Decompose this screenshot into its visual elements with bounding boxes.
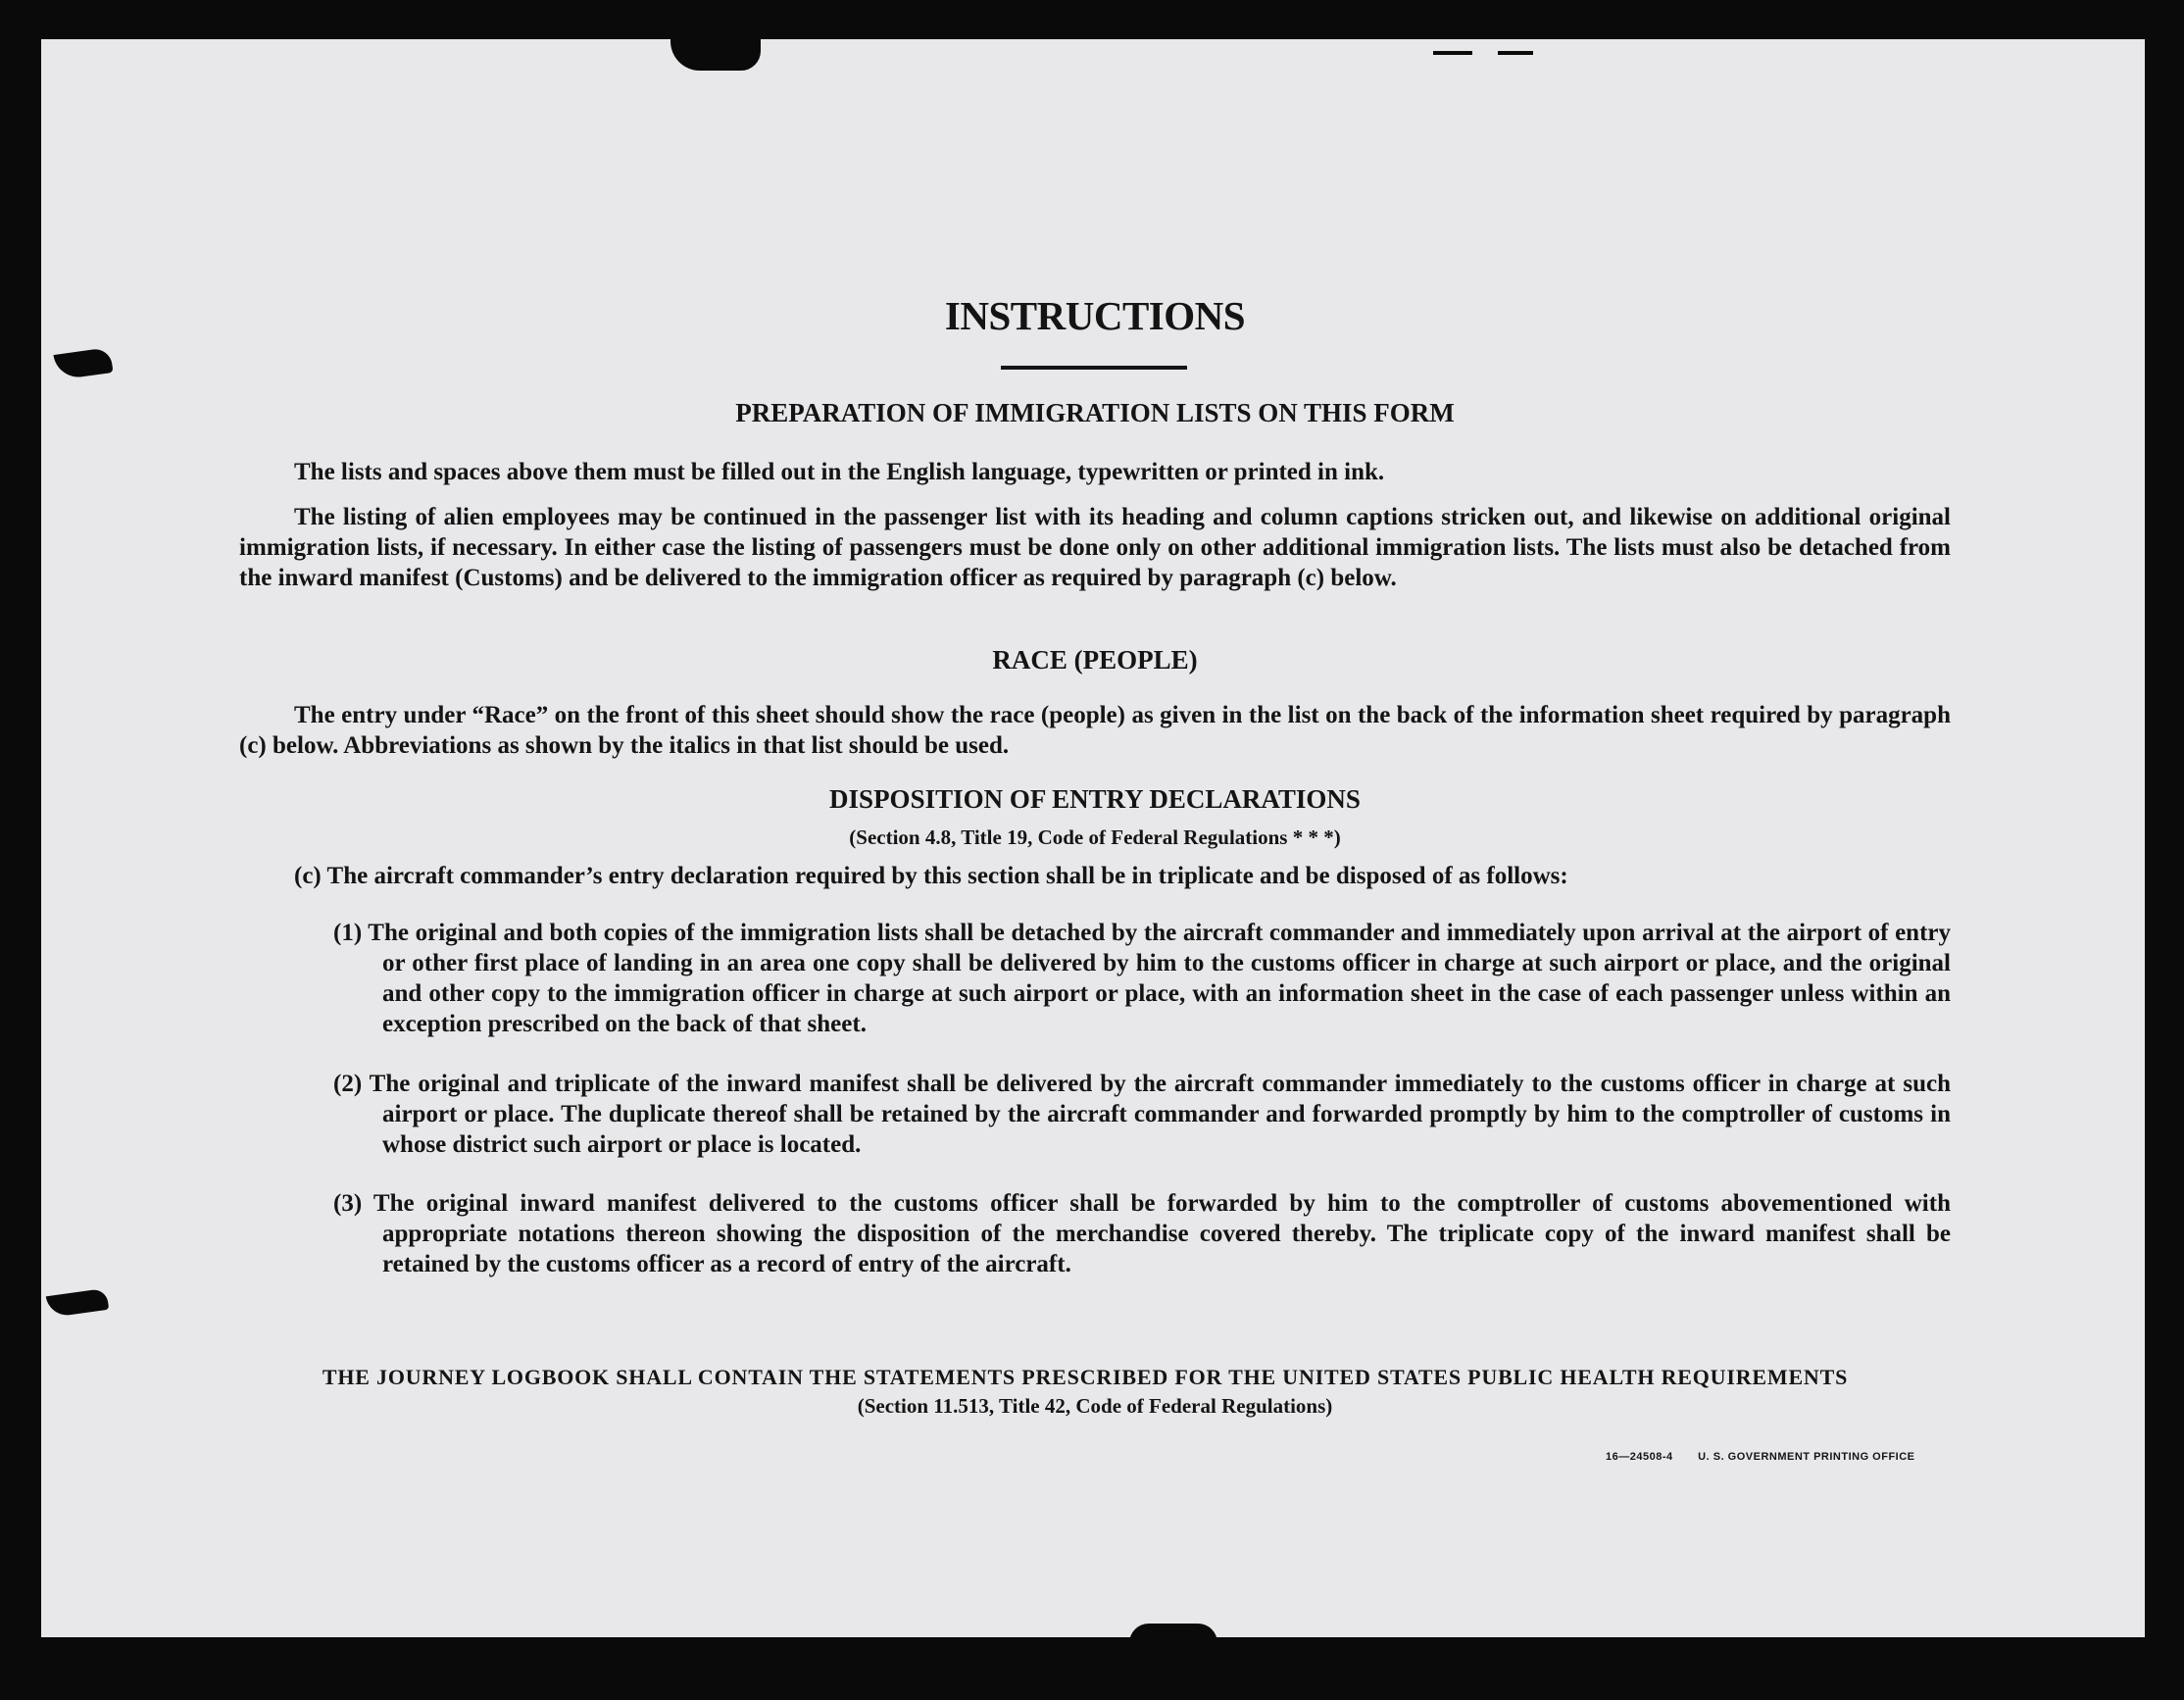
form-number: 16—24508-4 bbox=[1606, 1451, 1673, 1463]
disposition-item-2: (2) The original and triplicate of the inward manifest shall be delivered by the aircraft commander immediately to the customs officer in charge at such airport or place. The duplicate thereof shall be retained by the aircraft commander and forwarded promptly by him to the comptroller of customs in whose district such airport or place is located. bbox=[333, 1071, 1951, 1158]
disposition-citation: (Section 4.8, Title 19, Code of Federal Regulations * * *) bbox=[849, 825, 1341, 849]
footer-statement: THE JOURNEY LOGBOOK SHALL CONTAIN THE STATEMENTS PRESCRIBED FOR THE UNITED STATES PUBLIC HEALTH REQUIREMENTS bbox=[322, 1365, 1849, 1389]
scan-smudge-top-2 bbox=[1498, 51, 1533, 55]
disposition-item-1: (1) The original and both copies of the immigration lists shall be detached by the aircraft commander and immediately upon arrival at the airport of entry or other first place of landing in an area one copy shall be delivered by him to the customs officer in charge at such airport or place, and the original and other copy to the immigration officer in charge at such airport or place, with an information sheet in the case of each passenger unless within an exception prescribed on the back of that sheet. bbox=[333, 920, 1951, 1037]
disposition-heading: DISPOSITION OF ENTRY DECLARATIONS bbox=[829, 784, 1361, 814]
title-underline bbox=[1001, 366, 1187, 370]
footer-citation: (Section 11.513, Title 42, Code of Federal Regulations) bbox=[857, 1394, 1333, 1418]
disposition-item-3: (3) The original inward manifest delivered to the customs officer shall be forwarded by him to the comptroller of customs abovementioned with appropriate notations thereon showing the disposition of the merchandise covered thereby. The triplicate copy of the inward manifest shall be retained by the customs officer as a record of entry of the aircraft. bbox=[333, 1190, 1951, 1277]
scan-tear-left-1 bbox=[53, 347, 113, 380]
scan-smudge-top bbox=[1433, 51, 1472, 55]
scan-tear-left-2 bbox=[46, 1288, 109, 1318]
document-sheet bbox=[41, 39, 2145, 1637]
scan-tear-top bbox=[670, 37, 761, 71]
page-title: INSTRUCTIONS bbox=[944, 293, 1246, 338]
preparation-paragraph-2: The listing of alien employees may be continued in the passenger list with its heading and column captions stricken out, and likewise on additional original immigration lists, if necessary. In either case the listing of passengers must be done only on other additional immigration lists. The lists must also be detached from the inward manifest (Customs) and be delivered to the immigration officer as required by paragraph (c) below. bbox=[239, 504, 1951, 591]
printer-imprint bbox=[1606, 1451, 1915, 1463]
printer-name: U. S. GOVERNMENT PRINTING OFFICE bbox=[1698, 1451, 1915, 1463]
preparation-paragraph-1: The lists and spaces above them must be filled out in the English language, typewritten or printed in ink. bbox=[294, 459, 1385, 485]
disposition-intro: (c) The aircraft commander’s entry declaration required by this section shall be in triplicate and be disposed of as follows: bbox=[294, 863, 1568, 889]
race-heading: RACE (PEOPLE) bbox=[992, 645, 1198, 675]
race-paragraph: The entry under “Race” on the front of this sheet should show the race (people) as given in the list on the back of the information sheet required by paragraph (c) below. Abbreviations as shown by the italics in that list should be used. bbox=[239, 702, 1951, 759]
preparation-heading: PREPARATION OF IMMIGRATION LISTS ON THIS FORM bbox=[735, 398, 1455, 427]
scan-tear-bottom bbox=[1129, 1624, 1217, 1643]
